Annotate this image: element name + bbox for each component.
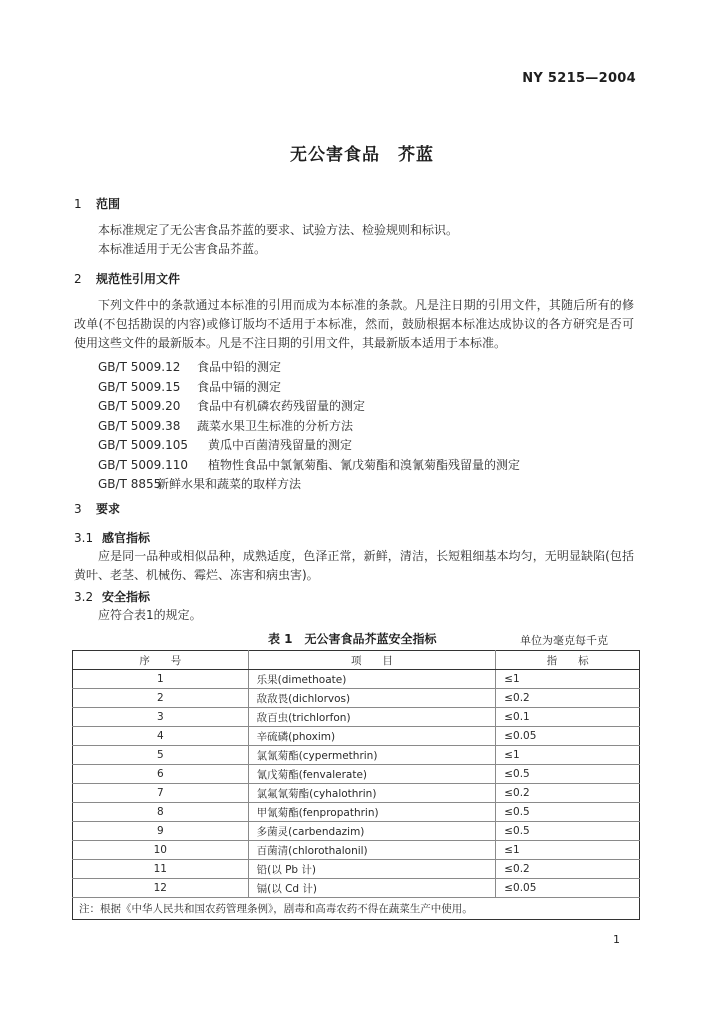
cell-index: ≤0.5 xyxy=(496,765,640,784)
section-number: 3.2 xyxy=(74,590,94,604)
table-unit: 单位为毫克每千克 xyxy=(520,634,608,647)
cell-number: 11 xyxy=(73,860,249,879)
reference-item xyxy=(98,378,520,398)
reference-item xyxy=(98,436,520,456)
cell-item: 敌百虫(trichlorfon) xyxy=(248,708,496,727)
safety-index-table xyxy=(72,650,640,920)
scope-paragraph-2: 本标准适用于无公害食品芥蓝。 xyxy=(98,242,267,256)
table-row xyxy=(73,708,640,727)
reference-title: 食品中镉的测定 xyxy=(197,379,282,394)
section-title: 安全指标 xyxy=(102,590,151,604)
section-3-1-heading xyxy=(74,529,150,546)
reference-title: 食品中铅的测定 xyxy=(197,360,282,374)
reference-title: 新鲜水果和蔬菜的取样方法 xyxy=(157,477,302,491)
table-row xyxy=(73,841,640,860)
reference-item xyxy=(98,456,520,476)
section-title: 要求 xyxy=(96,502,121,516)
table-row xyxy=(73,746,640,765)
reference-code: GB/T 5009.38 xyxy=(98,418,181,433)
cell-index: ≤0.2 xyxy=(496,689,640,708)
cell-item: 氯氰菊酯(cypermethrin) xyxy=(248,746,496,765)
section-number: 2 xyxy=(74,272,82,286)
cell-number: 6 xyxy=(73,765,249,784)
cell-item: 氰戊菊酯(fenvalerate) xyxy=(248,765,496,784)
reference-code: GB/T 8855 xyxy=(98,477,162,491)
cell-number: 1 xyxy=(73,670,249,689)
cell-item: 镉(以 Cd 计) xyxy=(248,879,496,898)
section-number: 1 xyxy=(74,197,82,211)
cell-index: ≤1 xyxy=(496,670,640,689)
section-3-heading xyxy=(74,500,120,517)
reference-code: GB/T 5009.12 xyxy=(98,360,181,374)
table-row xyxy=(73,727,640,746)
cell-number: 2 xyxy=(73,689,249,708)
section-title: 范围 xyxy=(96,197,121,211)
table-caption: 表 1 无公害食品芥蓝安全指标 xyxy=(268,632,437,646)
cell-item: 氯氟氰菊酯(cyhalothrin) xyxy=(248,784,496,803)
table-row xyxy=(73,670,640,689)
cell-number: 3 xyxy=(73,708,249,727)
reference-code: GB/T 5009.20 xyxy=(98,399,181,413)
document-title: 无公害食品 芥蓝 xyxy=(290,145,434,165)
cell-number: 12 xyxy=(73,879,249,898)
header-index: 指 标 xyxy=(496,651,640,670)
safety-requirements-text: 应符合表1的规定。 xyxy=(98,608,202,622)
reference-title: 蔬菜水果卫生标准的分析方法 xyxy=(197,418,354,433)
section-number: 3 xyxy=(74,502,82,516)
cell-number: 8 xyxy=(73,803,249,822)
cell-number: 5 xyxy=(73,746,249,765)
header-number: 序 号 xyxy=(73,651,249,670)
cell-number: 9 xyxy=(73,822,249,841)
cell-item: 乐果(dimethoate) xyxy=(248,670,496,689)
cell-number: 10 xyxy=(73,841,249,860)
reference-code: GB/T 5009.110 xyxy=(98,457,188,472)
standard-code: NY 5215—2004 xyxy=(522,71,636,86)
section-title: 感官指标 xyxy=(102,531,151,545)
table-row xyxy=(73,689,640,708)
table-row xyxy=(73,803,640,822)
reference-item xyxy=(98,475,520,495)
reference-item xyxy=(98,397,520,417)
cell-index: ≤0.05 xyxy=(496,727,640,746)
header-item: 项 目 xyxy=(248,651,496,670)
table-row xyxy=(73,860,640,879)
reference-item xyxy=(98,358,520,378)
cell-index: ≤0.1 xyxy=(496,708,640,727)
table-header-row xyxy=(73,651,640,670)
cell-index: ≤0.2 xyxy=(496,784,640,803)
cell-index: ≤0.5 xyxy=(496,803,640,822)
section-number: 3.1 xyxy=(74,531,94,545)
cell-index: ≤1 xyxy=(496,841,640,860)
section-2-heading xyxy=(74,270,180,287)
table-note: 注：根据《中华人民共和国农药管理条例》，剧毒和高毒农药不得在蔬菜生产中使用。 xyxy=(73,898,640,920)
scope-paragraph-1: 本标准规定了无公害食品芥蓝的要求、试验方法、检验规则和标识。 xyxy=(98,223,459,237)
table-row xyxy=(73,822,640,841)
cell-number: 4 xyxy=(73,727,249,746)
page-number: 1 xyxy=(613,933,620,946)
sensory-requirements-text: 应是同一品种或相似品种，成熟适度，色泽正常，新鲜，清洁，长短粗细基本均匀，无明显缺陷(包括黄叶、老茎、机械伤、霉烂、冻害和病虫害)。 xyxy=(74,549,634,582)
table-row xyxy=(73,765,640,784)
reference-title: 食品中有机磷农药残留量的测定 xyxy=(197,399,366,413)
table-note-row xyxy=(73,898,640,920)
cell-item: 百菌清(chlorothalonil) xyxy=(248,841,496,860)
cell-index: ≤1 xyxy=(496,746,640,765)
section-3-2-heading xyxy=(74,588,150,605)
cell-index: ≤0.2 xyxy=(496,860,640,879)
cell-index: ≤0.05 xyxy=(496,879,640,898)
reference-title: 黄瓜中百菌清残留量的测定 xyxy=(208,438,353,452)
table-row xyxy=(73,879,640,898)
cell-item: 铅(以 Pb 计) xyxy=(248,860,496,879)
cell-number: 7 xyxy=(73,784,249,803)
references-intro: 下列文件中的条款通过本标准的引用而成为本标准的条款。凡是注日期的引用文件，其随后所有的修改单(不包括勘误的内容)或修订版均不适用于本标准，然而，鼓励根据本标准达成协议的各方研究是否可使用这些文件的最新版本。凡是不注日期的引用文件，其最新版本适用于本标准。 xyxy=(74,298,634,350)
reference-title: 植物性食品中氯氰菊酯、氰戊菊酯和溴氰菊酯残留量的测定 xyxy=(208,457,521,472)
cell-item: 多菌灵(carbendazim) xyxy=(248,822,496,841)
reference-code: GB/T 5009.15 xyxy=(98,379,181,394)
reference-list xyxy=(98,358,520,495)
cell-item: 甲氰菊酯(fenpropathrin) xyxy=(248,803,496,822)
reference-code: GB/T 5009.105 xyxy=(98,438,188,452)
section-1-heading xyxy=(74,195,120,212)
reference-item xyxy=(98,417,520,437)
cell-item: 敌敌畏(dichlorvos) xyxy=(248,689,496,708)
cell-index: ≤0.5 xyxy=(496,822,640,841)
table-row xyxy=(73,784,640,803)
cell-item: 辛硫磷(phoxim) xyxy=(248,727,496,746)
section-title: 规范性引用文件 xyxy=(96,272,181,286)
